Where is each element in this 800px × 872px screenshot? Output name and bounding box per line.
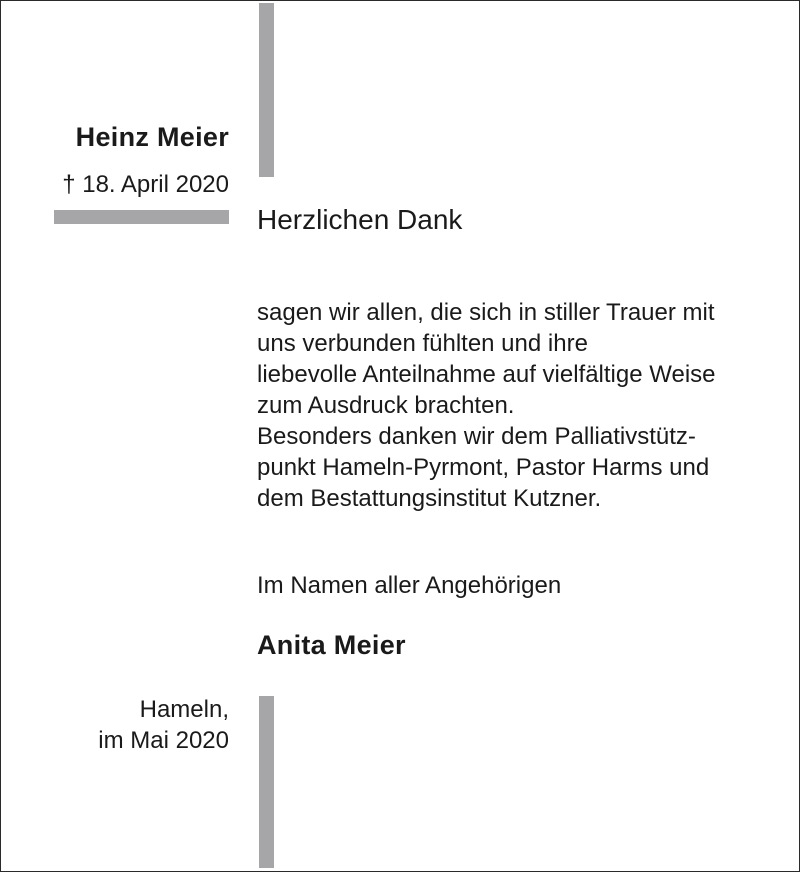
place-date bbox=[98, 694, 229, 756]
horizontal-divider bbox=[54, 210, 229, 224]
vertical-divider-bottom bbox=[259, 696, 274, 868]
thanks-heading: Herzlichen Dank bbox=[257, 204, 463, 235]
message-line: punkt Hameln-Pyrmont, Pastor Harms und bbox=[257, 454, 710, 481]
place: Hameln, bbox=[139, 696, 229, 723]
death-date: † 18. April 2020 bbox=[62, 171, 229, 198]
vertical-divider-top bbox=[259, 3, 274, 177]
deceased-name: Heinz Meier bbox=[75, 122, 229, 152]
message-line: uns verbunden fühlten und ihre bbox=[257, 330, 588, 357]
message-line: Besonders danken wir dem Palliativstütz- bbox=[257, 423, 696, 450]
message-line: dem Bestattungsinstitut Kutzner. bbox=[257, 485, 602, 512]
message-line: sagen wir allen, die sich in stiller Trauer mit bbox=[257, 299, 715, 326]
closing-line: Im Namen aller Angehörigen bbox=[257, 572, 562, 599]
date: im Mai 2020 bbox=[98, 727, 229, 754]
thanks-message bbox=[257, 297, 716, 514]
message-line: liebevolle Anteilnahme auf vielfältige Weise bbox=[257, 361, 716, 388]
message-line: zum Ausdruck brachten. bbox=[257, 392, 515, 419]
signer-name: Anita Meier bbox=[257, 630, 406, 660]
